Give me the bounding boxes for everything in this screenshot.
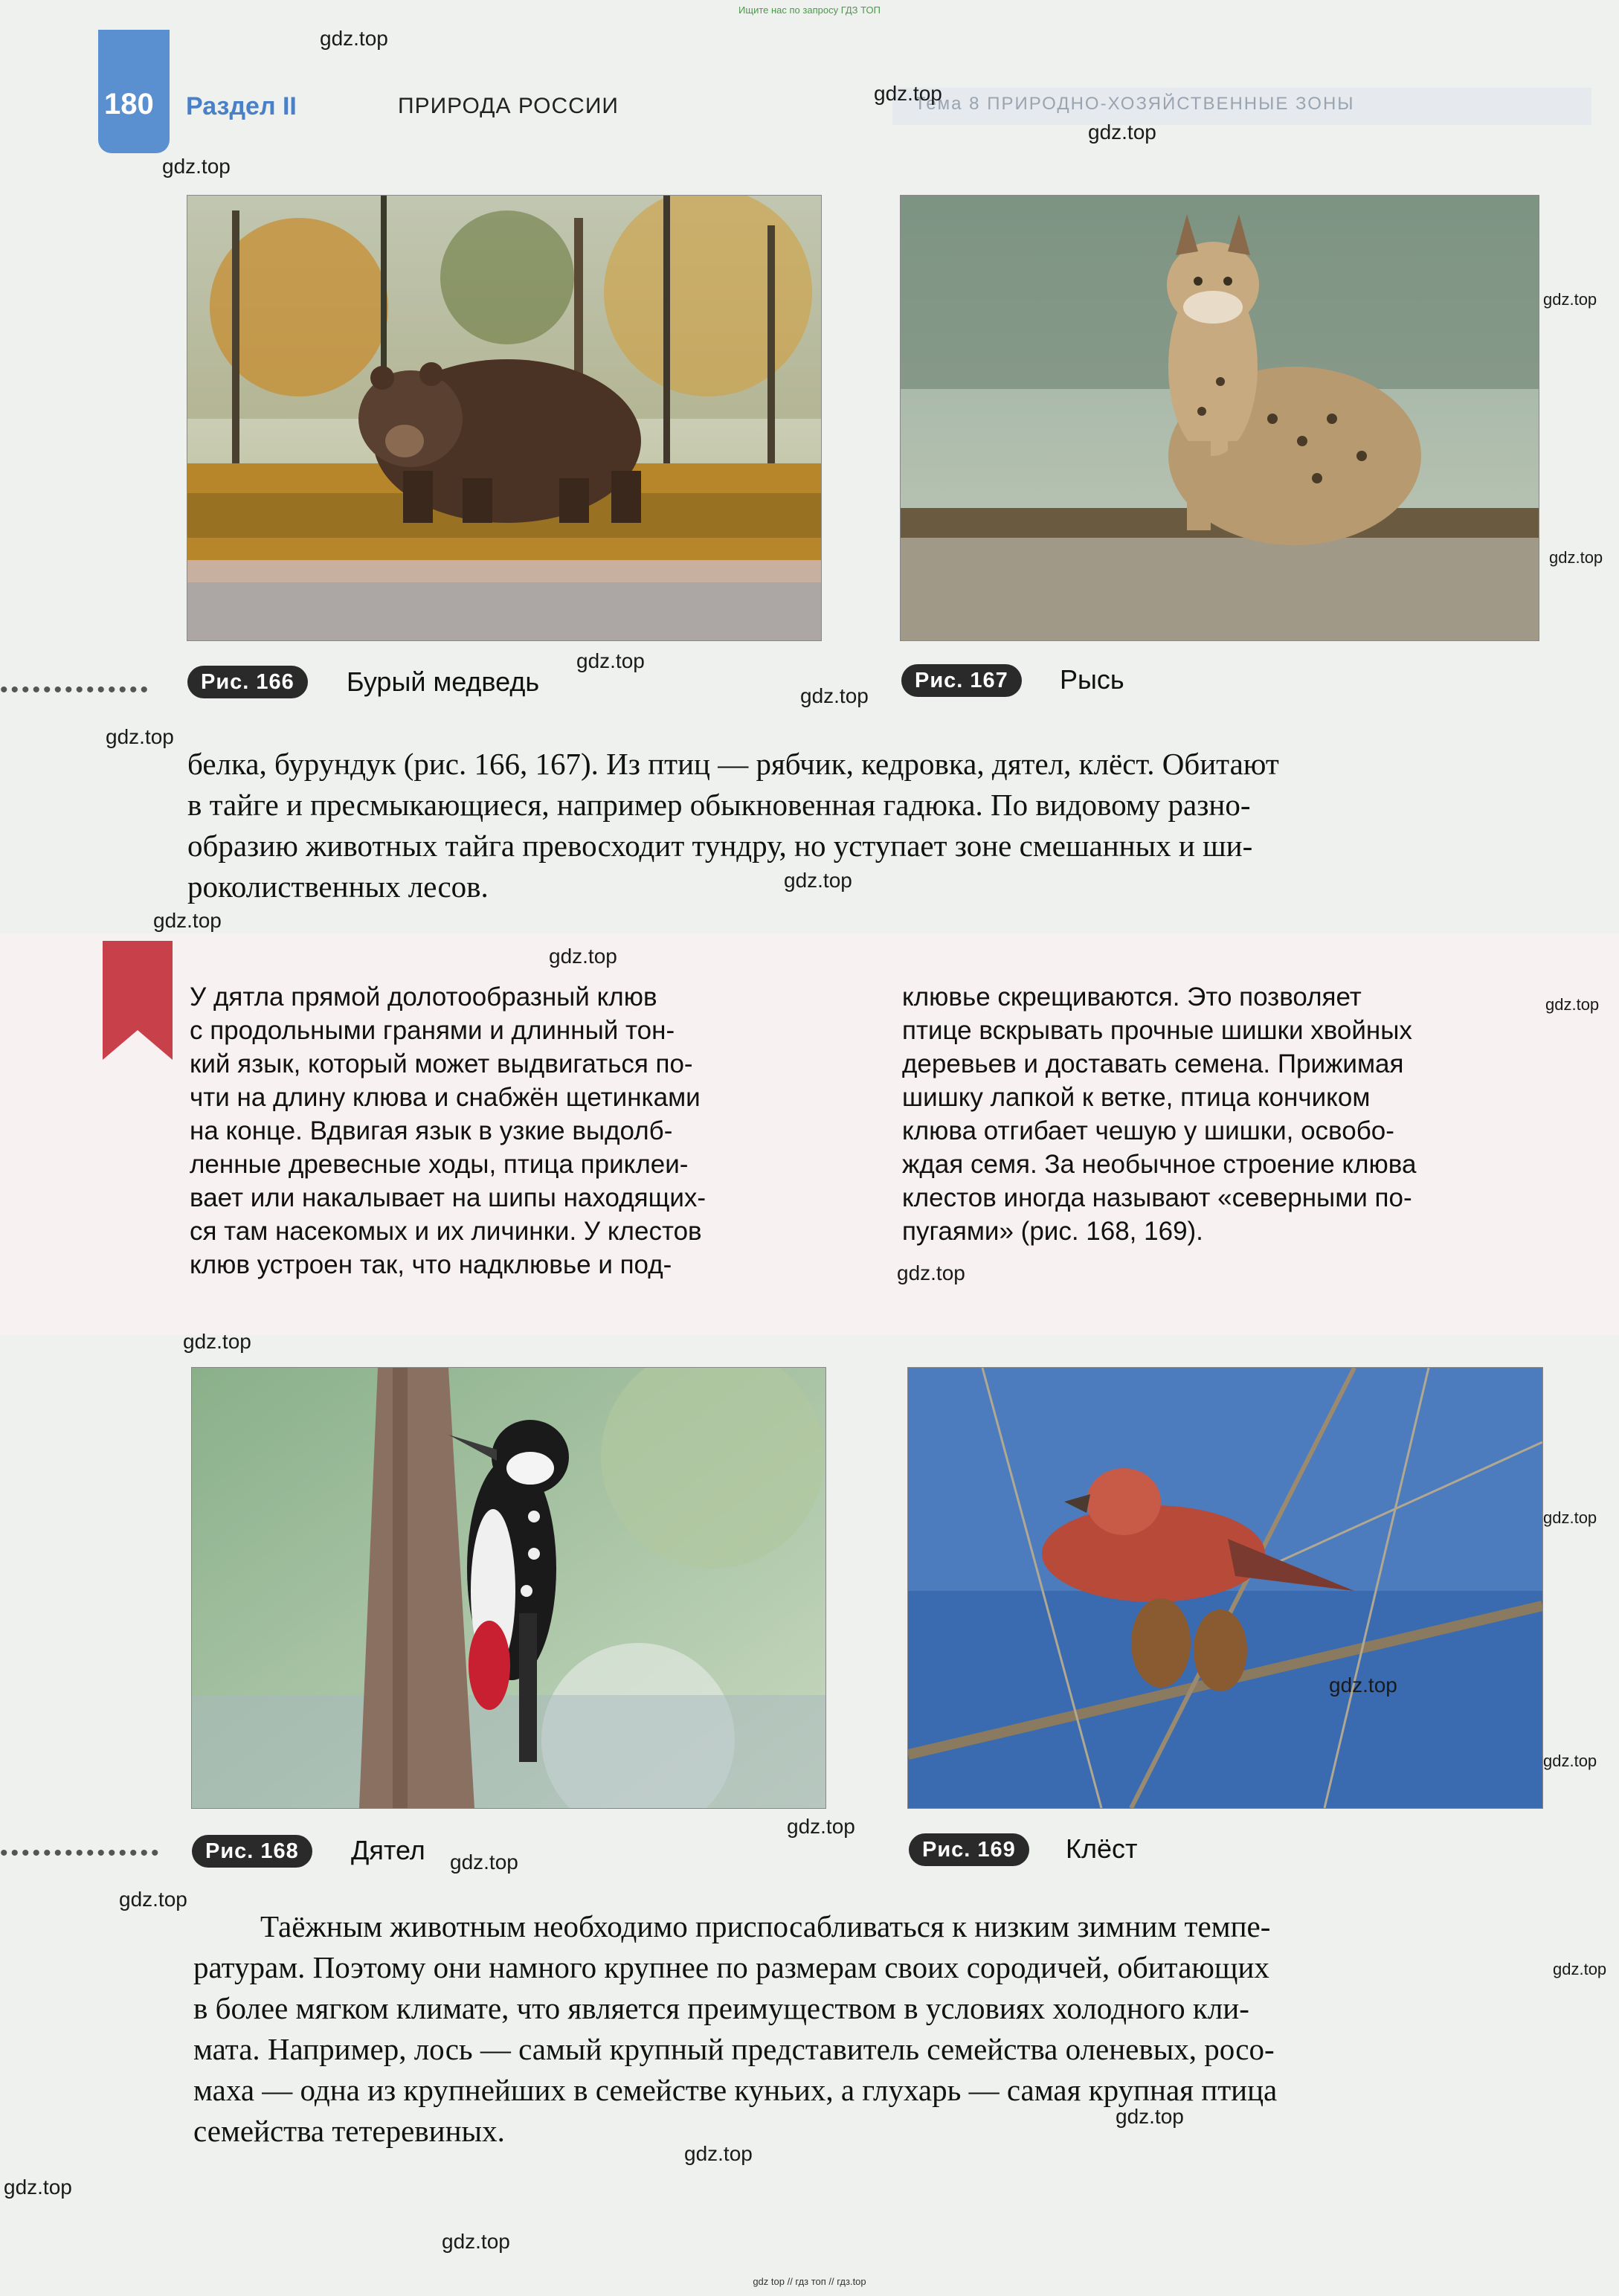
crossbill-photo [907, 1367, 1543, 1809]
top-note: Ищите нас по запросу ГДЗ ТОП [738, 4, 881, 16]
fact-line: вает или накалывает на шипы находящих- [190, 1183, 706, 1212]
lynx-illustration [901, 196, 1539, 640]
fact-line: ленные древесные ходы, птица приклеи- [190, 1150, 689, 1179]
figure-168-caption: Дятел [351, 1835, 425, 1865]
fact-line: птице вскрывать прочные шишки хвойных [902, 1016, 1412, 1045]
paragraph-line: роколиственных лесов. [187, 869, 489, 904]
section-title: Раздел II [186, 92, 297, 120]
chapter-title: ПРИРОДА РОССИИ [398, 94, 619, 118]
fact-line: с продольными гранями и длинный тон- [190, 1016, 675, 1045]
paragraph-line: в тайге и пресмыкающиеся, например обыкновенная гадюка. По видовому разно- [187, 788, 1251, 822]
fact-line: пугаями» (рис. 168, 169). [902, 1217, 1203, 1246]
fact-line: деревьев и доставать семена. Прижимая [902, 1049, 1404, 1078]
caption-leader-dots: •••••••••••••• [0, 678, 152, 702]
paragraph-line: белка, бурундук (рис. 166, 167). Из птиц — рябчик, кедровка, дятел, клёст. Обитают [187, 747, 1279, 781]
paragraph-line: маха — одна из крупнейших в семействе куньих, а глухарь — самая крупная птица [193, 2073, 1278, 2107]
figure-167-label: Рис. 167 [901, 664, 1022, 697]
watermark: gdz.top [897, 1261, 965, 1284]
fact-line: клюв устроен так, что надклювье и под- [190, 1250, 672, 1279]
watermark: gdz.top [1116, 2105, 1184, 2128]
fact-line: ся там насекомых и их личинки. У клестов [190, 1217, 702, 1246]
fact-line: клюва отгибает чешую у шишки, освобо- [902, 1116, 1394, 1145]
fact-line: ждая семя. За необычное строение клюва [902, 1150, 1417, 1179]
caption-leader-dots: ••••••••••••••• [0, 1841, 162, 1865]
watermark: gdz.top [1545, 995, 1600, 1014]
watermark: gdz.top [183, 1330, 251, 1353]
fact-line: клювье скрещиваются. Это позволяет [902, 983, 1362, 1012]
figure-168-label: Рис. 168 [192, 1835, 312, 1868]
woodpecker-photo [191, 1367, 826, 1809]
figure-169-caption: Клёст [1066, 1833, 1138, 1864]
lynx-photo [900, 195, 1539, 641]
paragraph-line: в более мягком климате, что является преимуществом в условиях холодного кли- [193, 1991, 1249, 2025]
watermark: gdz.top [1088, 120, 1156, 144]
figure-167-caption: Рысь [1060, 664, 1124, 695]
paragraph-line: ратурам. Поэтому они намного крупнее по размерам своих сородичей, обитающих [193, 1950, 1269, 1984]
watermark: gdz.top [1549, 548, 1603, 567]
fact-line: У дятла прямой долотообразный клюв [190, 983, 657, 1012]
figure-169-label: Рис. 169 [909, 1833, 1029, 1866]
fact-box-right-column [902, 980, 1540, 1248]
fact-box-left-column [190, 980, 825, 1282]
watermark: gdz.top [1543, 290, 1597, 309]
fact-line: кий язык, который может выдвигаться по- [190, 1049, 693, 1078]
figure-166-label: Рис. 166 [187, 666, 308, 698]
woodpecker-illustration [192, 1368, 825, 1808]
watermark: gdz.top [787, 1815, 855, 1838]
watermark: gdz.top [1329, 1673, 1397, 1697]
watermark: gdz.top [576, 649, 645, 672]
watermark: gdz.top [784, 869, 852, 892]
watermark: gdz.top [119, 1888, 187, 1911]
watermark: gdz.top [450, 1850, 518, 1874]
watermark: gdz.top [442, 2230, 510, 2253]
watermark: gdz.top [153, 909, 222, 932]
watermark: gdz.top [874, 82, 942, 105]
bleed-through-header-text: Тема 8 ПРИРОДНО-ХОЗЯЙСТВЕННЫЕ ЗОНЫ [915, 94, 1355, 114]
paragraph-line: семейства тетеревиных. [193, 2114, 505, 2148]
watermark: gdz.top [1543, 1508, 1597, 1527]
paragraph-intro [187, 744, 1541, 907]
watermark: gdz.top [549, 945, 617, 968]
bear-illustration [187, 196, 821, 640]
bookmark-icon [103, 941, 173, 1060]
watermark: gdz.top [1553, 1960, 1607, 1978]
fact-line: на конце. Вдвигая язык в узкие выдолб- [190, 1116, 673, 1145]
watermark: gdz.top [4, 2176, 72, 2199]
fact-line: клестов иногда называют «северными по- [902, 1183, 1412, 1212]
paragraph-adaptation [193, 1906, 1543, 2152]
paragraph-line: мата. Например, лось — самый крупный представитель семейства оленевых, росо- [193, 2032, 1275, 2066]
watermark: gdz.top [684, 2142, 753, 2165]
watermark: gdz.top [162, 155, 231, 178]
paragraph-line: Таёжным животным необходимо приспосабливаться к низким зимним темпе- [260, 1909, 1271, 1943]
fact-line: шишку лапкой к ветке, птица кончиком [902, 1083, 1371, 1112]
watermark: gdz.top [106, 725, 174, 748]
bottom-note: gdz top // гдз топ // гдз.top [753, 2276, 866, 2287]
watermark: gdz.top [320, 27, 388, 50]
crossbill-illustration [908, 1368, 1542, 1808]
fact-line: чти на длину клюва и снабжён щетинками [190, 1083, 701, 1112]
watermark: gdz.top [800, 684, 869, 707]
page-number: 180 [104, 88, 154, 120]
paragraph-line: образию животных тайга превосходит тундру, но уступает зоне смешанных и ши- [187, 829, 1253, 863]
figure-166-caption: Бурый медведь [347, 666, 540, 697]
bear-photo [187, 195, 822, 641]
watermark: gdz.top [1543, 1752, 1597, 1770]
